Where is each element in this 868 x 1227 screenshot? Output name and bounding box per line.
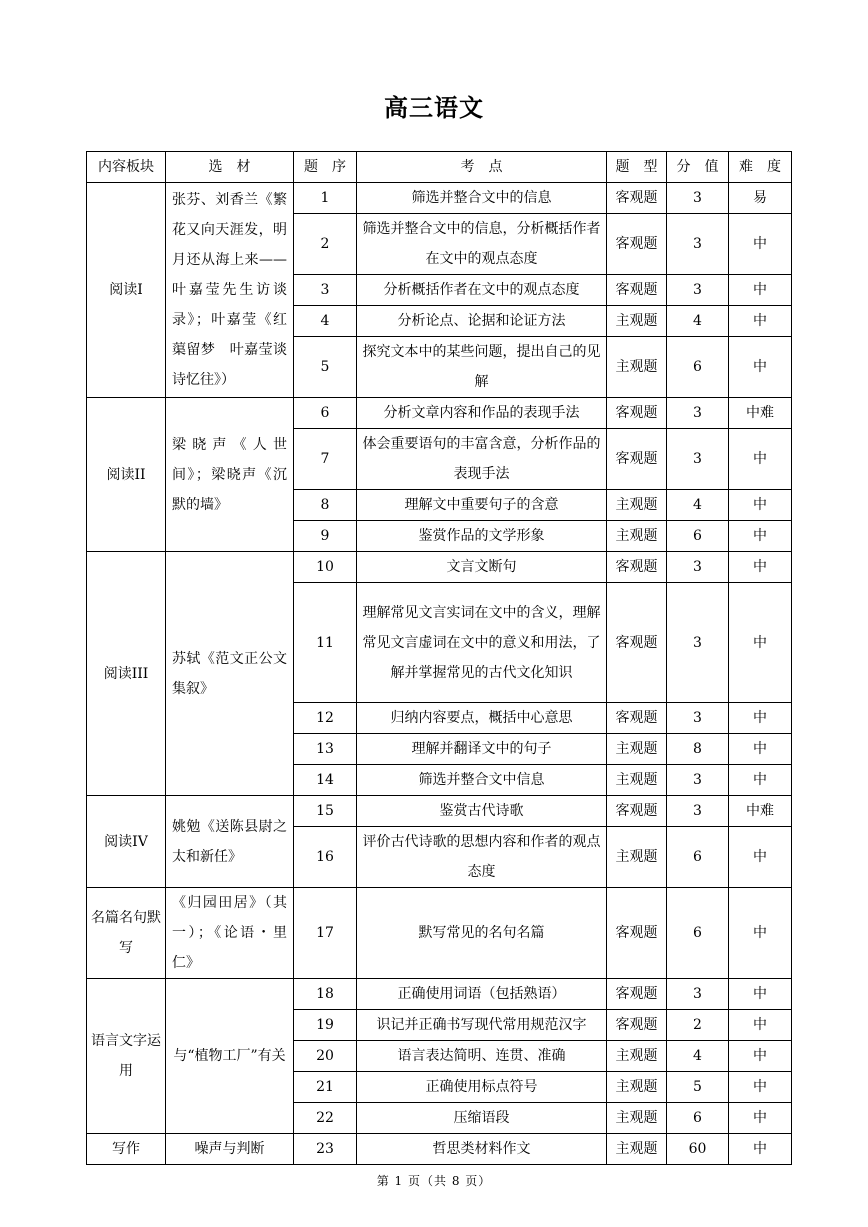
difficulty-cell: 中难 <box>729 398 792 429</box>
number-cell: 7 <box>294 429 357 490</box>
point-cell: 正确使用词语（包括熟语） <box>357 979 607 1010</box>
number-cell: 22 <box>294 1103 357 1134</box>
type-cell: 客观题 <box>607 214 667 275</box>
number-cell: 14 <box>294 765 357 796</box>
type-cell: 客观题 <box>607 398 667 429</box>
score-cell: 4 <box>667 490 729 521</box>
score-cell: 6 <box>667 337 729 398</box>
number-cell: 9 <box>294 521 357 552</box>
number-cell: 13 <box>294 734 357 765</box>
point-cell: 筛选并整合文中信息 <box>357 765 607 796</box>
difficulty-cell: 中 <box>729 979 792 1010</box>
score-cell: 3 <box>667 583 729 703</box>
number-cell: 3 <box>294 275 357 306</box>
score-cell: 6 <box>667 521 729 552</box>
point-cell: 探究文本中的某些问题，提出自己的见解 <box>357 337 607 398</box>
point-cell: 评价古代诗歌的思想内容和作者的观点态度 <box>357 827 607 888</box>
point-cell: 鉴赏古代诗歌 <box>357 796 607 827</box>
type-cell: 客观题 <box>607 583 667 703</box>
material-cell: 苏轼《范文正公文集叙》 <box>166 552 294 796</box>
score-cell: 3 <box>667 214 729 275</box>
table-row <box>87 979 792 1010</box>
number-cell: 21 <box>294 1072 357 1103</box>
material-cell: 与“植物工厂”有关 <box>166 979 294 1134</box>
page-footer: 第 1 页（共 8 页） <box>376 1174 492 1188</box>
header-point: 考 点 <box>357 152 607 183</box>
number-cell: 23 <box>294 1134 357 1165</box>
type-cell: 主观题 <box>607 1103 667 1134</box>
table-row <box>87 1134 792 1165</box>
point-cell: 哲思类材料作文 <box>357 1134 607 1165</box>
header-row <box>87 152 792 183</box>
score-cell: 60 <box>667 1134 729 1165</box>
difficulty-cell: 中 <box>729 490 792 521</box>
difficulty-cell: 中 <box>729 306 792 337</box>
type-cell: 客观题 <box>607 979 667 1010</box>
type-cell: 客观题 <box>607 1010 667 1041</box>
number-cell: 6 <box>294 398 357 429</box>
type-cell: 主观题 <box>607 1072 667 1103</box>
header-material: 选 材 <box>166 152 294 183</box>
block-cell: 阅读I <box>87 183 166 398</box>
score-cell: 3 <box>667 765 729 796</box>
point-cell: 归纳内容要点，概括中心意思 <box>357 703 607 734</box>
point-cell: 文言文断句 <box>357 552 607 583</box>
type-cell: 客观题 <box>607 888 667 979</box>
point-cell: 理解常见文言实词在文中的含义，理解常见文言虚词在文中的意义和用法，了解并掌握常见的古代文化知识 <box>357 583 607 703</box>
point-cell: 体会重要语句的丰富含意，分析作品的表现手法 <box>357 429 607 490</box>
point-cell: 筛选并整合文中的信息，分析概括作者在文中的观点态度 <box>357 214 607 275</box>
header-number: 题 序 <box>294 152 357 183</box>
table-row <box>87 888 792 979</box>
type-cell: 客观题 <box>607 703 667 734</box>
number-cell: 15 <box>294 796 357 827</box>
type-cell: 主观题 <box>607 1134 667 1165</box>
point-cell: 正确使用标点符号 <box>357 1072 607 1103</box>
difficulty-cell: 中 <box>729 703 792 734</box>
block-cell: 语言文字运用 <box>87 979 166 1134</box>
point-cell: 理解文中重要句子的含意 <box>357 490 607 521</box>
type-cell: 客观题 <box>607 429 667 490</box>
block-cell: 阅读III <box>87 552 166 796</box>
difficulty-cell: 中 <box>729 275 792 306</box>
score-cell: 6 <box>667 1103 729 1134</box>
type-cell: 主观题 <box>607 765 667 796</box>
material-cell: 姚勉《送陈县尉之太和新任》 <box>166 796 294 888</box>
difficulty-cell: 中 <box>729 1134 792 1165</box>
difficulty-cell: 中 <box>729 1072 792 1103</box>
type-cell: 客观题 <box>607 796 667 827</box>
point-cell: 分析概括作者在文中的观点态度 <box>357 275 607 306</box>
point-cell: 识记并正确书写现代常用规范汉字 <box>357 1010 607 1041</box>
point-cell: 分析文章内容和作品的表现手法 <box>357 398 607 429</box>
table-row <box>87 552 792 583</box>
point-cell: 理解并翻译文中的句子 <box>357 734 607 765</box>
score-cell: 5 <box>667 1072 729 1103</box>
difficulty-cell: 中难 <box>729 796 792 827</box>
table-row <box>87 796 792 827</box>
header-block: 内容板块 <box>87 152 166 183</box>
block-cell: 写作 <box>87 1134 166 1165</box>
type-cell: 客观题 <box>607 275 667 306</box>
score-cell: 3 <box>667 398 729 429</box>
score-cell: 3 <box>667 703 729 734</box>
type-cell: 主观题 <box>607 734 667 765</box>
score-cell: 4 <box>667 1041 729 1072</box>
point-cell: 默写常见的名句名篇 <box>357 888 607 979</box>
point-cell: 鉴赏作品的文学形象 <box>357 521 607 552</box>
page-title: 高三语文 <box>384 94 484 122</box>
score-cell: 4 <box>667 306 729 337</box>
material-cell: 《归园田居》（其一）；《论语・里仁》 <box>166 888 294 979</box>
difficulty-cell: 中 <box>729 214 792 275</box>
difficulty-cell: 中 <box>729 1041 792 1072</box>
difficulty-cell: 中 <box>729 337 792 398</box>
type-cell: 主观题 <box>607 337 667 398</box>
number-cell: 8 <box>294 490 357 521</box>
number-cell: 16 <box>294 827 357 888</box>
difficulty-cell: 易 <box>729 183 792 214</box>
score-cell: 2 <box>667 1010 729 1041</box>
number-cell: 11 <box>294 583 357 703</box>
score-cell: 3 <box>667 552 729 583</box>
type-cell: 客观题 <box>607 552 667 583</box>
point-cell: 压缩语段 <box>357 1103 607 1134</box>
table-row <box>87 398 792 429</box>
material-cell: 噪声与判断 <box>166 1134 294 1165</box>
score-cell: 6 <box>667 827 729 888</box>
material-cell: 张芬、刘香兰《繁花又向天涯发，明月还从海上来——叶嘉莹先生访谈录》；叶嘉莹《红蕖留梦 叶嘉莹谈诗忆往》） <box>166 183 294 398</box>
number-cell: 17 <box>294 888 357 979</box>
point-cell: 分析论点、论据和论证方法 <box>357 306 607 337</box>
number-cell: 4 <box>294 306 357 337</box>
header-type: 题 型 <box>607 152 667 183</box>
type-cell: 客观题 <box>607 183 667 214</box>
exam-spec-table <box>86 151 792 1165</box>
score-cell: 3 <box>667 275 729 306</box>
type-cell: 主观题 <box>607 827 667 888</box>
difficulty-cell: 中 <box>729 429 792 490</box>
number-cell: 20 <box>294 1041 357 1072</box>
block-cell: 名篇名句默写 <box>87 888 166 979</box>
difficulty-cell: 中 <box>729 521 792 552</box>
number-cell: 2 <box>294 214 357 275</box>
difficulty-cell: 中 <box>729 552 792 583</box>
number-cell: 18 <box>294 979 357 1010</box>
number-cell: 19 <box>294 1010 357 1041</box>
type-cell: 主观题 <box>607 306 667 337</box>
score-cell: 3 <box>667 183 729 214</box>
score-cell: 3 <box>667 979 729 1010</box>
difficulty-cell: 中 <box>729 1103 792 1134</box>
block-cell: 阅读IV <box>87 796 166 888</box>
number-cell: 5 <box>294 337 357 398</box>
point-cell: 语言表达简明、连贯、准确 <box>357 1041 607 1072</box>
difficulty-cell: 中 <box>729 765 792 796</box>
difficulty-cell: 中 <box>729 827 792 888</box>
header-difficulty: 难 度 <box>729 152 792 183</box>
type-cell: 主观题 <box>607 1041 667 1072</box>
difficulty-cell: 中 <box>729 734 792 765</box>
difficulty-cell: 中 <box>729 888 792 979</box>
score-cell: 8 <box>667 734 729 765</box>
number-cell: 1 <box>294 183 357 214</box>
difficulty-cell: 中 <box>729 1010 792 1041</box>
number-cell: 12 <box>294 703 357 734</box>
type-cell: 主观题 <box>607 490 667 521</box>
score-cell: 3 <box>667 796 729 827</box>
material-cell: 梁晓声《人世间》；梁晓声《沉默的墙》 <box>166 398 294 552</box>
type-cell: 主观题 <box>607 521 667 552</box>
score-cell: 6 <box>667 888 729 979</box>
difficulty-cell: 中 <box>729 583 792 703</box>
table-row <box>87 183 792 214</box>
number-cell: 10 <box>294 552 357 583</box>
header-score: 分 值 <box>667 152 729 183</box>
score-cell: 3 <box>667 429 729 490</box>
point-cell: 筛选并整合文中的信息 <box>357 183 607 214</box>
block-cell: 阅读II <box>87 398 166 552</box>
